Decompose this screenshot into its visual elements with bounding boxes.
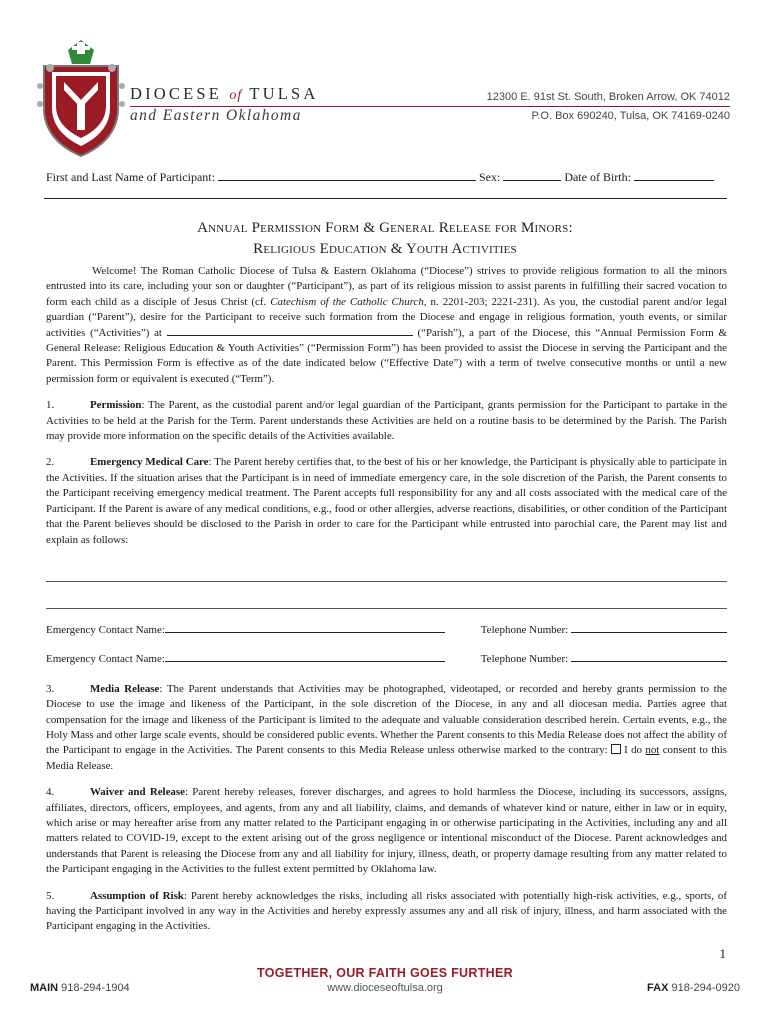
emergency-contact-row-1	[46, 623, 727, 638]
document-title	[0, 218, 770, 260]
footer-website[interactable]: www.dioceseoftulsa.org	[327, 982, 443, 994]
fax-number-block	[647, 982, 740, 994]
org-name-part1: DIOCESE	[130, 84, 223, 103]
section-text: : Parent hereby acknowledges the risks, including all risks associated with potentially high-risk activities, e.g., sports, of having the Participant involved in any way in the Activities and hereby expressly assumes any and all risk of injury, illness, and harm associated with the Participant engaging in the Activities.	[46, 889, 727, 933]
catechism-citation: Catechism of the Catholic Church	[270, 295, 424, 308]
main-phone-label: MAIN	[30, 982, 59, 994]
media-opt-out-text-1: I do	[624, 744, 643, 757]
media-opt-out-not: not	[645, 744, 660, 757]
document-body	[46, 264, 727, 946]
diocese-crest-logo	[34, 38, 128, 160]
section-text: : Parent hereby releases, forever discharges, and agrees to hold harmless the Diocese, including its successors, assigns, affiliates, directors, officers, employees, and agents, from any and all liability, claims, and demands of whatever kind or nature, either in law or in equity, which arise or may hereafter arise from any matter related to the Participant engaging in or otherwise participating in the Activities, including any and all matters related to COVID-19, except to the extent arising out of the gross negligence or intentional misconduct of the Diocese. Parent acknowledges and understands that Parent is releasing the Diocese from any and all liability for injury, illness, death, or property damage resulting from any matter related to the Participant engaging in the Activities to the fullest extent permitted by Oklahoma law.	[46, 786, 727, 876]
telephone-label: Telephone Number:	[480, 623, 569, 636]
intro-text-1: Welcome! The Roman Catholic Diocese of Tulsa & Eastern Oklahoma (“Diocese”) strives to provide religious formation to all the minors entrusted into its care, including your son or daughter (“Participant”), as part of its religious mission to assist parents in fulfilling their sacred vocation to form each child as a disciple of Jesus Christ (cf.	[46, 265, 727, 308]
section-number: 2.	[46, 456, 55, 469]
section-heading: Permission	[90, 399, 142, 412]
section-medical-care	[46, 455, 727, 547]
main-phone-number: 918-294-1904	[61, 982, 130, 994]
emergency-contact-name-field[interactable]	[165, 661, 445, 662]
dob-field[interactable]	[634, 180, 714, 181]
street-address: 12300 E. 91st St. South, Broken Arrow, OK 74012	[486, 91, 730, 103]
participant-info-row	[46, 170, 714, 185]
section-number: 5.	[46, 889, 55, 902]
section-heading: Emergency Medical Care	[90, 456, 209, 469]
dob-label: Date of Birth:	[564, 170, 631, 184]
intro-text-2: , n. 2201-203; 2221-231). As you, the custodial parent and/or legal guardian (“Parent”), desire for the Participant to receive such formation from the Diocese and engage in religious formation, youth events, or similar activities (“Activities”) at	[46, 295, 727, 339]
section-waiver-release	[46, 785, 727, 877]
checkbox-icon[interactable]	[611, 744, 621, 754]
title-line-2: Religious Education & Youth Activities	[253, 241, 517, 257]
emergency-contact-label: Emergency Contact Name:	[46, 653, 165, 666]
emergency-contact-label: Emergency Contact Name:	[46, 623, 165, 636]
participant-name-label: First and Last Name of Participant:	[46, 170, 215, 184]
po-box-address: P.O. Box 690240, Tulsa, OK 74169-0240	[531, 110, 730, 122]
org-name-part2: TULSA	[249, 84, 319, 103]
intro-text-3: (“Parish”), a part of the Diocese, this “Annual Permission Form & General Release: Religious Education & Youth Activities” (“Permission Form”) has been provided to assist the Diocese in serving the Participant and the Parent. This Permission Form is effective as of the date indicated below (“Effective Date”) with a term of twelve consecutive months or until a new permission form or equivalent is executed (“Term”).	[46, 326, 727, 385]
org-subtitle: and Eastern Oklahoma	[130, 107, 302, 124]
emergency-contact-name-field[interactable]	[165, 632, 445, 633]
intro-paragraph	[46, 264, 727, 387]
section-text: : The Parent, as the custodial parent and/or legal guardian of the Participant, grants permission for the Participant to partake in the Activities to be held at the Parish for the Term. Parent understands these Activities are held on a routine basis to be determined by the Parish. The Parish may provide more information on the specific details of the Activities available.	[46, 399, 727, 443]
section-heading: Media Release	[90, 682, 160, 695]
section-heading: Waiver and Release	[90, 786, 185, 799]
section-text: : The Parent understands that Activities may be photographed, videotaped, or recorded and hereby grants permission to the Diocese to use the image and likeness of the Participant, in the sole discretion of the Diocese, in any and all diocesan media. Parties agree that compensation for the image and likeness of the Participant is limited to the adequate and valuable consideration described herein. Certain events, e.g., the Holy Mass and other large scale events, should be considered public events. Whether the Parent consents to this Media Release does not affect the ability of the Participant to engage in the Activities. The Parent consents to this Media Release unless otherwise marked to the contrary:	[46, 682, 727, 757]
section-heading: Assumption of Risk	[90, 889, 184, 902]
section-text: : The Parent hereby certifies that, to the best of his or her knowledge, the Participant is physically able to participate in the Activities. If the situation arises that the Participant is in need of immediate emergency care, in the sole discretion of the Parish, the Parent consents to the Participant receiving emergency medical treatment. The Parent accepts full responsibility for any and all costs associated with the medical care of the Participant. If the Parent is aware of any medical conditions, e.g., food or other allergies, adverse reactions, disabilities, or other condition of the Participant that the Parent believes should be disclosed to the Parish in order to care for the Participant while entrusted into parochial care, the Parent may list and explain as follows:	[46, 456, 727, 546]
media-opt-out-text-2: consent to this Media Release.	[46, 744, 727, 772]
telephone-label: Telephone Number:	[480, 653, 569, 666]
participant-name-field[interactable]	[218, 180, 476, 181]
page-number: 1	[719, 946, 726, 961]
section-number: 3.	[46, 682, 55, 695]
telephone-field[interactable]	[571, 661, 727, 662]
emergency-contact-row-2	[46, 652, 727, 667]
sex-label: Sex:	[478, 170, 501, 184]
sex-field[interactable]	[503, 180, 561, 181]
fax-number: 918-294-0920	[671, 982, 740, 994]
organization-name	[130, 84, 319, 125]
title-line-1: Annual Permission Form & General Release for Minors:	[197, 220, 573, 236]
section-permission	[46, 398, 727, 444]
section-number: 1.	[46, 399, 55, 412]
telephone-field[interactable]	[571, 632, 727, 633]
page-footer	[0, 966, 770, 1016]
parish-name-field[interactable]	[167, 335, 413, 336]
header-divider	[44, 198, 727, 199]
footer-tagline: TOGETHER, OUR FAITH GOES FURTHER	[257, 966, 513, 980]
section-assumption-risk	[46, 889, 727, 935]
fax-label: FAX	[647, 982, 669, 994]
section-number: 4.	[46, 786, 55, 799]
address-block	[487, 88, 730, 126]
section-media-release	[46, 682, 727, 774]
org-name-of: of	[229, 88, 243, 103]
